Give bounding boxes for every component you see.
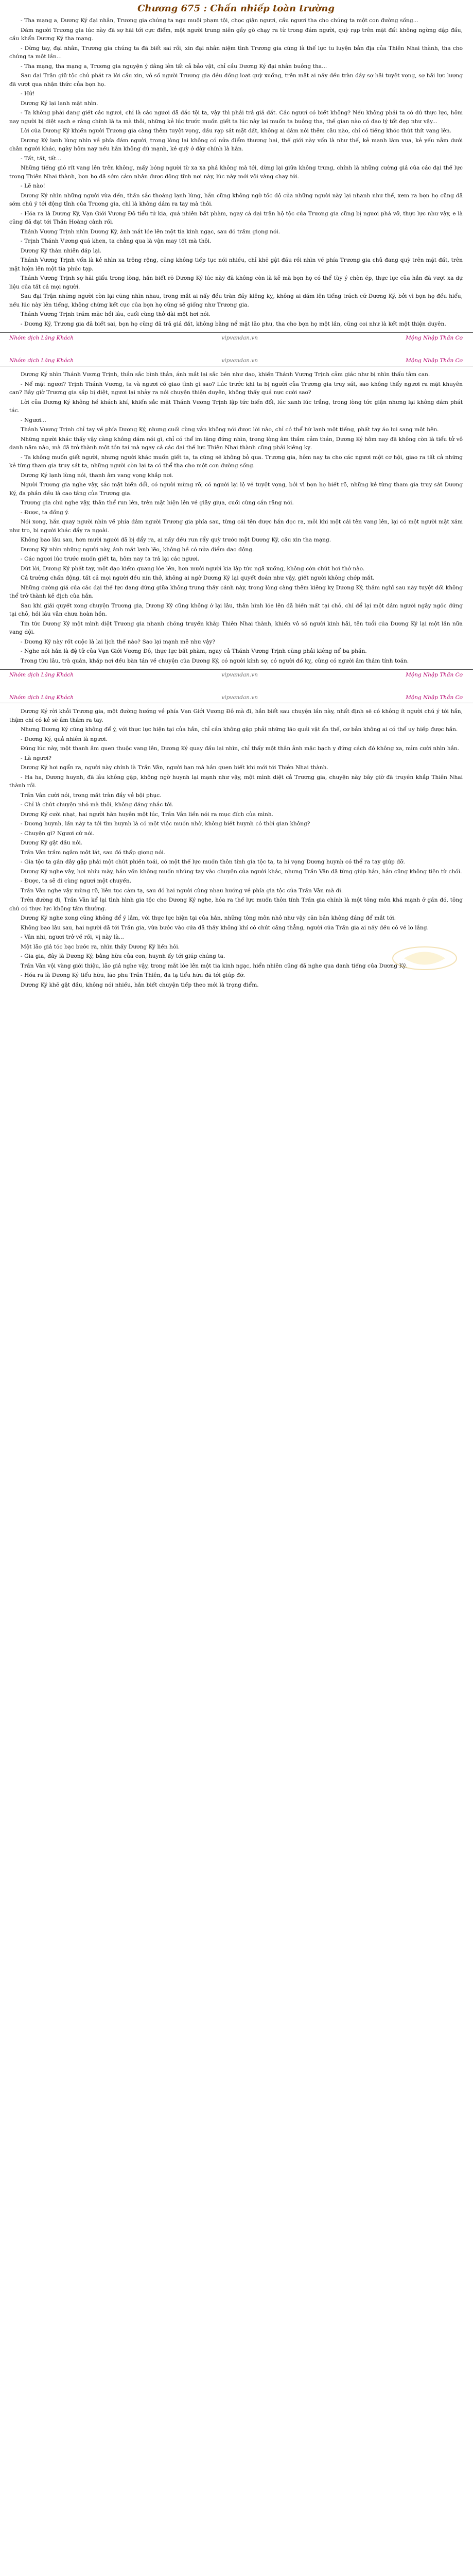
paragraph: Dương Ký nghe xong cũng không để ý lắm, với thực lực hiện tại của hắn, những tông môn nhỏ như vậy căn bản không đáng để mắt tới. [21, 915, 396, 921]
paragraph: Trong tửu lâu, trà quán, khắp nơi đều bàn tán về chuyện của Dương Ký, có người kính sợ, có người đố kỵ, cũng có người âm thầm tính toán. [21, 657, 409, 664]
paragraph: Dương Ký cười nhạt, hai người hàn huyên một lúc, Trần Vân liền nói ra mục đích của mình. [21, 811, 274, 818]
paragraph: Cả trường chấn động, tất cả mọi người đều nín thở, không ai ngờ Dương Ký lại quyết đoán như vậy, giết người không chớp mắt. [21, 575, 375, 581]
paragraph: Thánh Vương Trịnh vốn là kẻ nhìn xa trông rộng, cũng không tiếp tục nói nhiều, chỉ khẽ gật đầu rồi nhìn về phía Trương gia chủ đang quỳ trên mặt đất, trên mặt hiện lên một tia phức tạp. [9, 257, 463, 272]
footer-translator: Nhóm dịch Lăng Khách [9, 335, 74, 341]
paragraph: - Ngươi... [21, 417, 46, 423]
header-site: vipvandan.vn [221, 694, 258, 701]
page-2-body [9, 370, 463, 665]
paragraph: Dương Ký hơi ngẩn ra, người này chính là Trần Vân, người bạn mà hắn quen biết khi mới tới Thiên Nhai thành. [21, 765, 328, 771]
paragraph: - Chỉ là chút chuyện nhỏ mà thôi, không đáng nhắc tới. [21, 802, 174, 808]
page-separator [0, 343, 473, 355]
paragraph: Lời của Dương Ký không hề khách khí, khiến sắc mặt Thánh Vương Trịnh lập tức biến đổi, lúc xanh lúc trắng, trong lòng tức giận nhưng lại không dám phát tác. [9, 399, 463, 414]
paragraph: - Được, ta đồng ý. [21, 509, 69, 516]
paragraph: Trần Vân nghe vậy mừng rỡ, liên tục cảm tạ, sau đó hai người cùng nhau hướng về phía gia tộc của Trần Vân mà đi. [21, 887, 343, 894]
paragraph: Sau khi giải quyết xong chuyện Trương gia, Dương Ký cũng không ở lại lâu, thân hình lóe lên đã biến mất tại chỗ, chỉ để lại một đám người ngây ngốc đứng tại chỗ, hồi lâu vẫn chưa hoàn hồn. [9, 602, 463, 617]
page-2-footer [0, 669, 473, 680]
chapter-title: Chương 675 : Chấn nhiếp toàn trường [137, 3, 335, 14]
header-translator: Nhóm dịch Lăng Khách [9, 694, 74, 701]
paragraph: Thánh Vương Trịnh nhìn Dương Ký, ánh mắt lóe lên một tia kinh ngạc, sau đó trầm giọng nói. [21, 228, 281, 235]
paragraph: - Ha ha, Dương huynh, đã lâu không gặp, không ngờ huynh lại mạnh như vậy, một mình diệt cả Trương gia, chuyện này bây giờ đã truyền khắp Thiên Nhai thành rồi. [9, 774, 463, 789]
page-3-body [9, 707, 463, 989]
paragraph: Dương Ký lạnh lùng nhìn về phía đám người, trong lòng lại không có nửa điểm thương hại, thế giới này vốn là như thế, kẻ mạnh làm vua, kẻ yếu nằm dưới chân người khác, ngày hôm nay nếu hắn không đủ mạnh, kẻ quỳ ở đây chính là hắn. [9, 137, 463, 152]
paragraph: - Gia gia, đây là Dương Ký, bằng hữu của con, huynh ấy tới giúp chúng ta. [21, 953, 225, 959]
paragraph: - Vân nhi, ngươi trở về rồi, vị này là... [21, 934, 124, 940]
paragraph: Dương Ký lạnh lùng nói, thanh âm vang vọng khắp nơi. [21, 472, 173, 479]
paragraph: Sau đại Trận giữ tộc chủ phát ra lời cầu xin, vô số người Trương gia đều đồng loạt quỳ xuống, trên mặt ai nấy đều tràn đầy sợ hãi tuyệt vọng, sợ hãi lực lượng đã vượt qua nhận thức của bọn họ. [9, 73, 463, 88]
paragraph: - Dương huynh, lần này ta tới tìm huynh là có một việc muốn nhờ, không biết huynh có thời gian không? [21, 821, 310, 827]
paragraph: - Dương Ký này rốt cuộc là lai lịch thế nào? Sao lại mạnh mẽ như vậy? [21, 638, 216, 645]
header-site: vipvandan.vn [221, 358, 258, 364]
paragraph: Nói xong, hắn quay người nhìn về phía đám người Trương gia phía sau, từng cái tên được hắn đọc ra, mỗi khi một cái tên vang lên, lại có một người mặt xám như tro, bị người khác đẩy ra ngoài. [9, 519, 463, 534]
paragraph: Đúng lúc này, một thanh âm quen thuộc vang lên, Dương Ký quay đầu lại nhìn, chỉ thấy một thân ảnh mặc bạch y đứng cách đó không xa, mỉm cười nhìn hắn. [21, 745, 460, 752]
footer-novel: Mộng Nhập Thần Cơ [406, 335, 463, 341]
paragraph: - Dương Ký, Trương gia đã biết sai, bọn họ cũng đã trả giá đắt, không bằng nể mặt lão phu, tha cho bọn họ một lần, cũng coi như là kết một thiện duyên. [21, 320, 446, 327]
page-1-body [9, 16, 463, 328]
footer-site: vipvandan.vn [221, 335, 258, 341]
page-3-header [0, 692, 473, 703]
page-separator [0, 680, 473, 692]
paragraph: Dứt lời, Dương Ký phất tay, một đạo kiếm quang lóe lên, hơn mười người kia lập tức ngã xuống, không còn chút hơi thở nào. [21, 565, 365, 572]
page-1 [0, 3, 473, 343]
paragraph: - Hóa ra là Dương Ký tiểu hữu, lão phu Trần Thiên, đa tạ tiểu hữu đã tới giúp đỡ. [21, 972, 245, 978]
paragraph: Dương Ký thản nhiên đáp lại. [21, 247, 102, 254]
paragraph: - Dừng tay, đại nhân, Trương gia chúng ta đã biết sai rồi, xin đại nhân niệm tình Trương gia cũng là thế lực tu luyện bản địa của Thiên Nhai thành, tha cho chúng ta một lần... [9, 45, 463, 60]
paragraph: Thánh Vương Trịnh chỉ tay về phía Dương Ký, nhưng cuối cùng vẫn không nói được lời nào, chỉ có thể hừ lạnh một tiếng, phất tay áo lui sang một bên. [21, 427, 439, 433]
page-2 [0, 355, 473, 680]
footer-novel: Mộng Nhập Thần Cơ [406, 672, 463, 678]
paragraph: Thánh Vương Trịnh sợ hãi giấu trong lòng, hắn biết rõ Dương Ký lúc này đã không còn là kẻ mà bọn họ có thể tùy ý chèn ép, thực lực của hắn đã vượt xa dự liệu của tất cả mọi người. [9, 275, 463, 290]
paragraph: - Tha mạng, tha mạng a, Trương gia nguyện ý dâng lên tất cả bảo vật, chỉ cầu Dương Ký đại nhân buông tha... [21, 63, 327, 70]
paragraph: - Tất, tất, tất... [21, 155, 61, 162]
page-1-footer [0, 332, 473, 343]
paragraph: Dương Ký rời khỏi Trương gia, một đường hướng về phía Vạn Giới Vương Đô mà đi, hắn biết sau chuyện lần này, nhất định sẽ có không ít người chú ý tới hắn, thậm chí có kẻ sẽ âm thầm ra tay. [9, 708, 463, 723]
paragraph: Dương Ký gật đầu nói. [21, 840, 83, 846]
paragraph: Trương gia chủ nghe vậy, thân thể run lên, trên mặt hiện lên vẻ giãy giụa, cuối cùng cắn răng nói. [21, 500, 294, 506]
page-2-header [0, 355, 473, 366]
paragraph: - Trịnh Thánh Vương quá khen, ta chẳng qua là vận may tốt mà thôi. [21, 238, 212, 244]
paragraph: Tin tức Dương Ký một mình diệt Trương gia nhanh chóng truyền khắp Thiên Nhai thành, khiến vô số người kinh hãi, tên tuổi của Dương Ký lại một lần nữa vang dội. [9, 620, 463, 635]
paragraph: - Là ngươi? [21, 755, 51, 761]
paragraph: - Hử! [21, 91, 35, 97]
paragraph: Những tiếng gió rít vang lên trên không, mấy bóng người từ xa xa phá không mà tới, dừng lại giữa không trung, chính là những cường giả của các đại thế lực trong Thiên Nhai thành, bọn họ đã sớm cảm nhận được động tĩnh nơi này, lúc này mới vội vàng chạy tới. [9, 165, 463, 180]
paragraph: - Hóa ra là Dương Ký, Vạn Giới Vương Đô tiểu tử kia, quả nhiên bất phàm, ngay cả đại trận hộ tộc của Trương gia cũng bị ngươi phá vỡ, thực lực như vậy, e là cũng đã đạt tới Thần Hoàng cảnh rồi. [9, 210, 463, 225]
paragraph: Trần Vân vội vàng giới thiệu, lão giả nghe vậy, trong mắt lóe lên một tia kinh ngạc, hiển nhiên cũng đã nghe qua danh tiếng của Dương Ký. [21, 962, 407, 969]
paragraph: Không bao lâu sau, hơn mười người đã bị đẩy ra, ai nấy đều run rẩy quỳ trước mặt Dương Ký, cầu xin tha mạng. [21, 537, 331, 543]
paragraph: Dương Ký khẽ gật đầu, không nói nhiều, hắn biết chuyện tiếp theo mới là trọng điểm. [21, 981, 259, 988]
paragraph: - Ta không phải đang giết các ngươi, chỉ là các ngươi đã đắc tội ta, vậy thì phải trả giá đắt. Các ngươi có biết không? Nếu không phải ta có đủ thực lực, hôm nay người bị diệt sạch e rằng chính là ta mà thôi, những kẻ lúc trước muốn giết ta lúc này lại muốn ta buông tha, thế gian nào có đạo lý tốt đẹp như vậy... [9, 110, 463, 125]
paragraph: Trần Vân cười nói, trong mắt tràn đầy vẻ bội phục. [21, 792, 162, 799]
footer-translator: Nhóm dịch Lăng Khách [9, 672, 74, 678]
paragraph: - Nể mặt ngươi? Trịnh Thánh Vương, ta và ngươi có giao tình gì sao? Lúc trước khi ta bị người của Trương gia truy sát, sao không thấy ngươi ra mặt khuyên can? Bây giờ Trương gia sắp bị diệt, ngươi lại nhảy ra nói chuyện thiện duyên, không thấy quá nực cười sao? [9, 381, 463, 396]
paragraph: Những người khác thấy vậy càng không dám nói gì, chỉ có thể im lặng đứng nhìn, trong lòng âm thầm cảm thán, Dương Ký hôm nay đã không còn là tiểu tử vô danh năm nào, mà đã trở thành một tồn tại mà ngay cả các đại thế lực Thiên Nhai thành cũng phải kiêng kỵ. [9, 436, 463, 451]
paragraph: Một lão giả tóc bạc bước ra, nhìn thấy Dương Ký liền hỏi. [21, 943, 180, 950]
paragraph: - Gia tộc ta gần đây gặp phải một chút phiền toái, có một thế lực muốn thôn tính gia tộc ta, ta hi vọng Dương huynh có thể ra tay giúp đỡ. [21, 859, 405, 865]
paragraph: - Dương Ký, quả nhiên là ngươi. [21, 736, 108, 742]
paragraph: Đám người Trương gia lúc này đã sợ hãi tới cực điểm, một người trung niên gầy gò chạy ra từ trong đám người, quỳ rạp trên mặt đất không ngừng dập đầu, cầu khẩn Dương Ký tha mạng. [9, 27, 463, 42]
paragraph: Lời của Dương Ký khiến người Trương gia càng thêm tuyệt vọng, đầu rạp sát mặt đất, không ai dám nói thêm câu nào, chỉ có tiếng khóc thút thít vang lên. [21, 128, 451, 134]
paragraph: - Được, ta sẽ đi cùng ngươi một chuyến. [21, 878, 132, 884]
paragraph: - Tha mạng a, Dương Ký đại nhân, Trương gia chúng ta ngu muội phạm tội, chọc giận ngươi, cầu ngươi tha cho chúng ta một con đường sống... [21, 18, 418, 24]
paragraph: - Chuyện gì? Ngươi cứ nói. [21, 830, 95, 837]
paragraph: Sau đại Trận những người còn lại cũng nhìn nhau, trong mắt ai nấy đều tràn đầy kiêng kỵ, không ai dám lên tiếng trách cứ Dương Ký, bởi vì bọn họ đều hiểu, nếu lúc này lên tiếng, không chừng kết cục của bọn họ cũng sẽ giống như Trương gia. [9, 293, 463, 308]
paragraph: Trần Vân trầm ngâm một lát, sau đó thấp giọng nói. [21, 849, 165, 856]
paragraph: Người Trương gia nghe vậy, sắc mặt biến đổi, có người mừng rỡ, có người lại lộ vẻ tuyệt vọng, bởi vì bọn họ biết rõ, những kẻ từng tham gia truy sát Dương Ký, đa phần đều là cao tầng của Trương gia. [9, 482, 463, 497]
page-3 [0, 692, 473, 989]
header-novel: Mộng Nhập Thần Cơ [406, 694, 463, 701]
header-translator: Nhóm dịch Lăng Khách [9, 358, 74, 364]
paragraph: Dương Ký nhìn Thánh Vương Trịnh, thần sắc bình thản, ánh mắt lại sắc bén như dao, khiến Thánh Vương Trịnh cảm giác như bị nhìn thấu tâm can. [21, 371, 430, 378]
paragraph: Dương Ký nghe vậy, hơi nhíu mày, hắn vốn không muốn nhúng tay vào chuyện của người khác, nhưng Trần Vân đã từng giúp hắn, hắn cũng không tiện từ chối. [21, 868, 462, 875]
paragraph: Thánh Vương Trịnh trầm mặc hồi lâu, cuối cùng thở dài một hơi nói. [21, 311, 211, 317]
paragraph: Dương Ký nhìn những người vừa đến, thần sắc thoáng lạnh lùng, hắn cũng không ngờ tốc độ của những người này lại nhanh như thế, xem ra bọn họ cũng đã sớm chú ý tới động tĩnh của Trương gia, chỉ là không dám ra tay mà thôi. [9, 192, 463, 207]
paragraph: Những cường giả của các đại thế lực đang đứng giữa không trung thấy cảnh này, trong lòng càng thêm kiêng kỵ Dương Ký, thầm nghĩ sau này tuyệt đối không thể trở thành kẻ địch của hắn. [9, 584, 463, 599]
paragraph: - Nghe nói hắn là đệ tử của Vạn Giới Vương Đô, thực lực bất phàm, ngay cả Thánh Vương Trịnh cũng phải kiêng nể ba phần. [21, 648, 367, 654]
paragraph: Trên đường đi, Trần Vân kể lại tình hình gia tộc cho Dương Ký nghe, hóa ra thế lực muốn thôn tính Trần gia chính là một tông môn khá mạnh ở gần đó, tông chủ có thực lực không tầm thường. [9, 897, 463, 912]
paragraph: Dương Ký nhìn những người này, ánh mắt lạnh lẽo, không hề có nửa điểm dao động. [21, 546, 254, 553]
header-novel: Mộng Nhập Thần Cơ [406, 358, 463, 364]
footer-site: vipvandan.vn [221, 672, 258, 678]
paragraph: Nhưng Dương Ký cũng không để ý, với thực lực hiện tại của hắn, chỉ cần không gặp phải những lão quái vật ẩn thế, cơ bản không ai có thể uy hiếp được hắn. [21, 726, 458, 733]
paragraph: - Lẽ nào! [21, 183, 45, 189]
paragraph: Dương Ký lại lạnh mặt nhìn. [21, 100, 98, 107]
paragraph: - Các ngươi lúc trước muốn giết ta, hôm nay ta trả lại các ngươi. [21, 556, 200, 562]
paragraph: Không bao lâu sau, hai người đã tới Trần gia, vừa bước vào cửa đã thấy không khí có chút căng thẳng, người của Trần gia ai nấy đều có vẻ lo lắng. [21, 924, 429, 931]
paragraph: - Ta không muốn giết người, nhưng người khác muốn giết ta, ta cũng sẽ không bỏ qua. Trương gia, hôm nay ta cho các ngươi một cơ hội, giao ra tất cả những kẻ từng tham gia truy sát ta, những người còn lại ta có thể tha cho một con đường sống. [9, 454, 463, 469]
